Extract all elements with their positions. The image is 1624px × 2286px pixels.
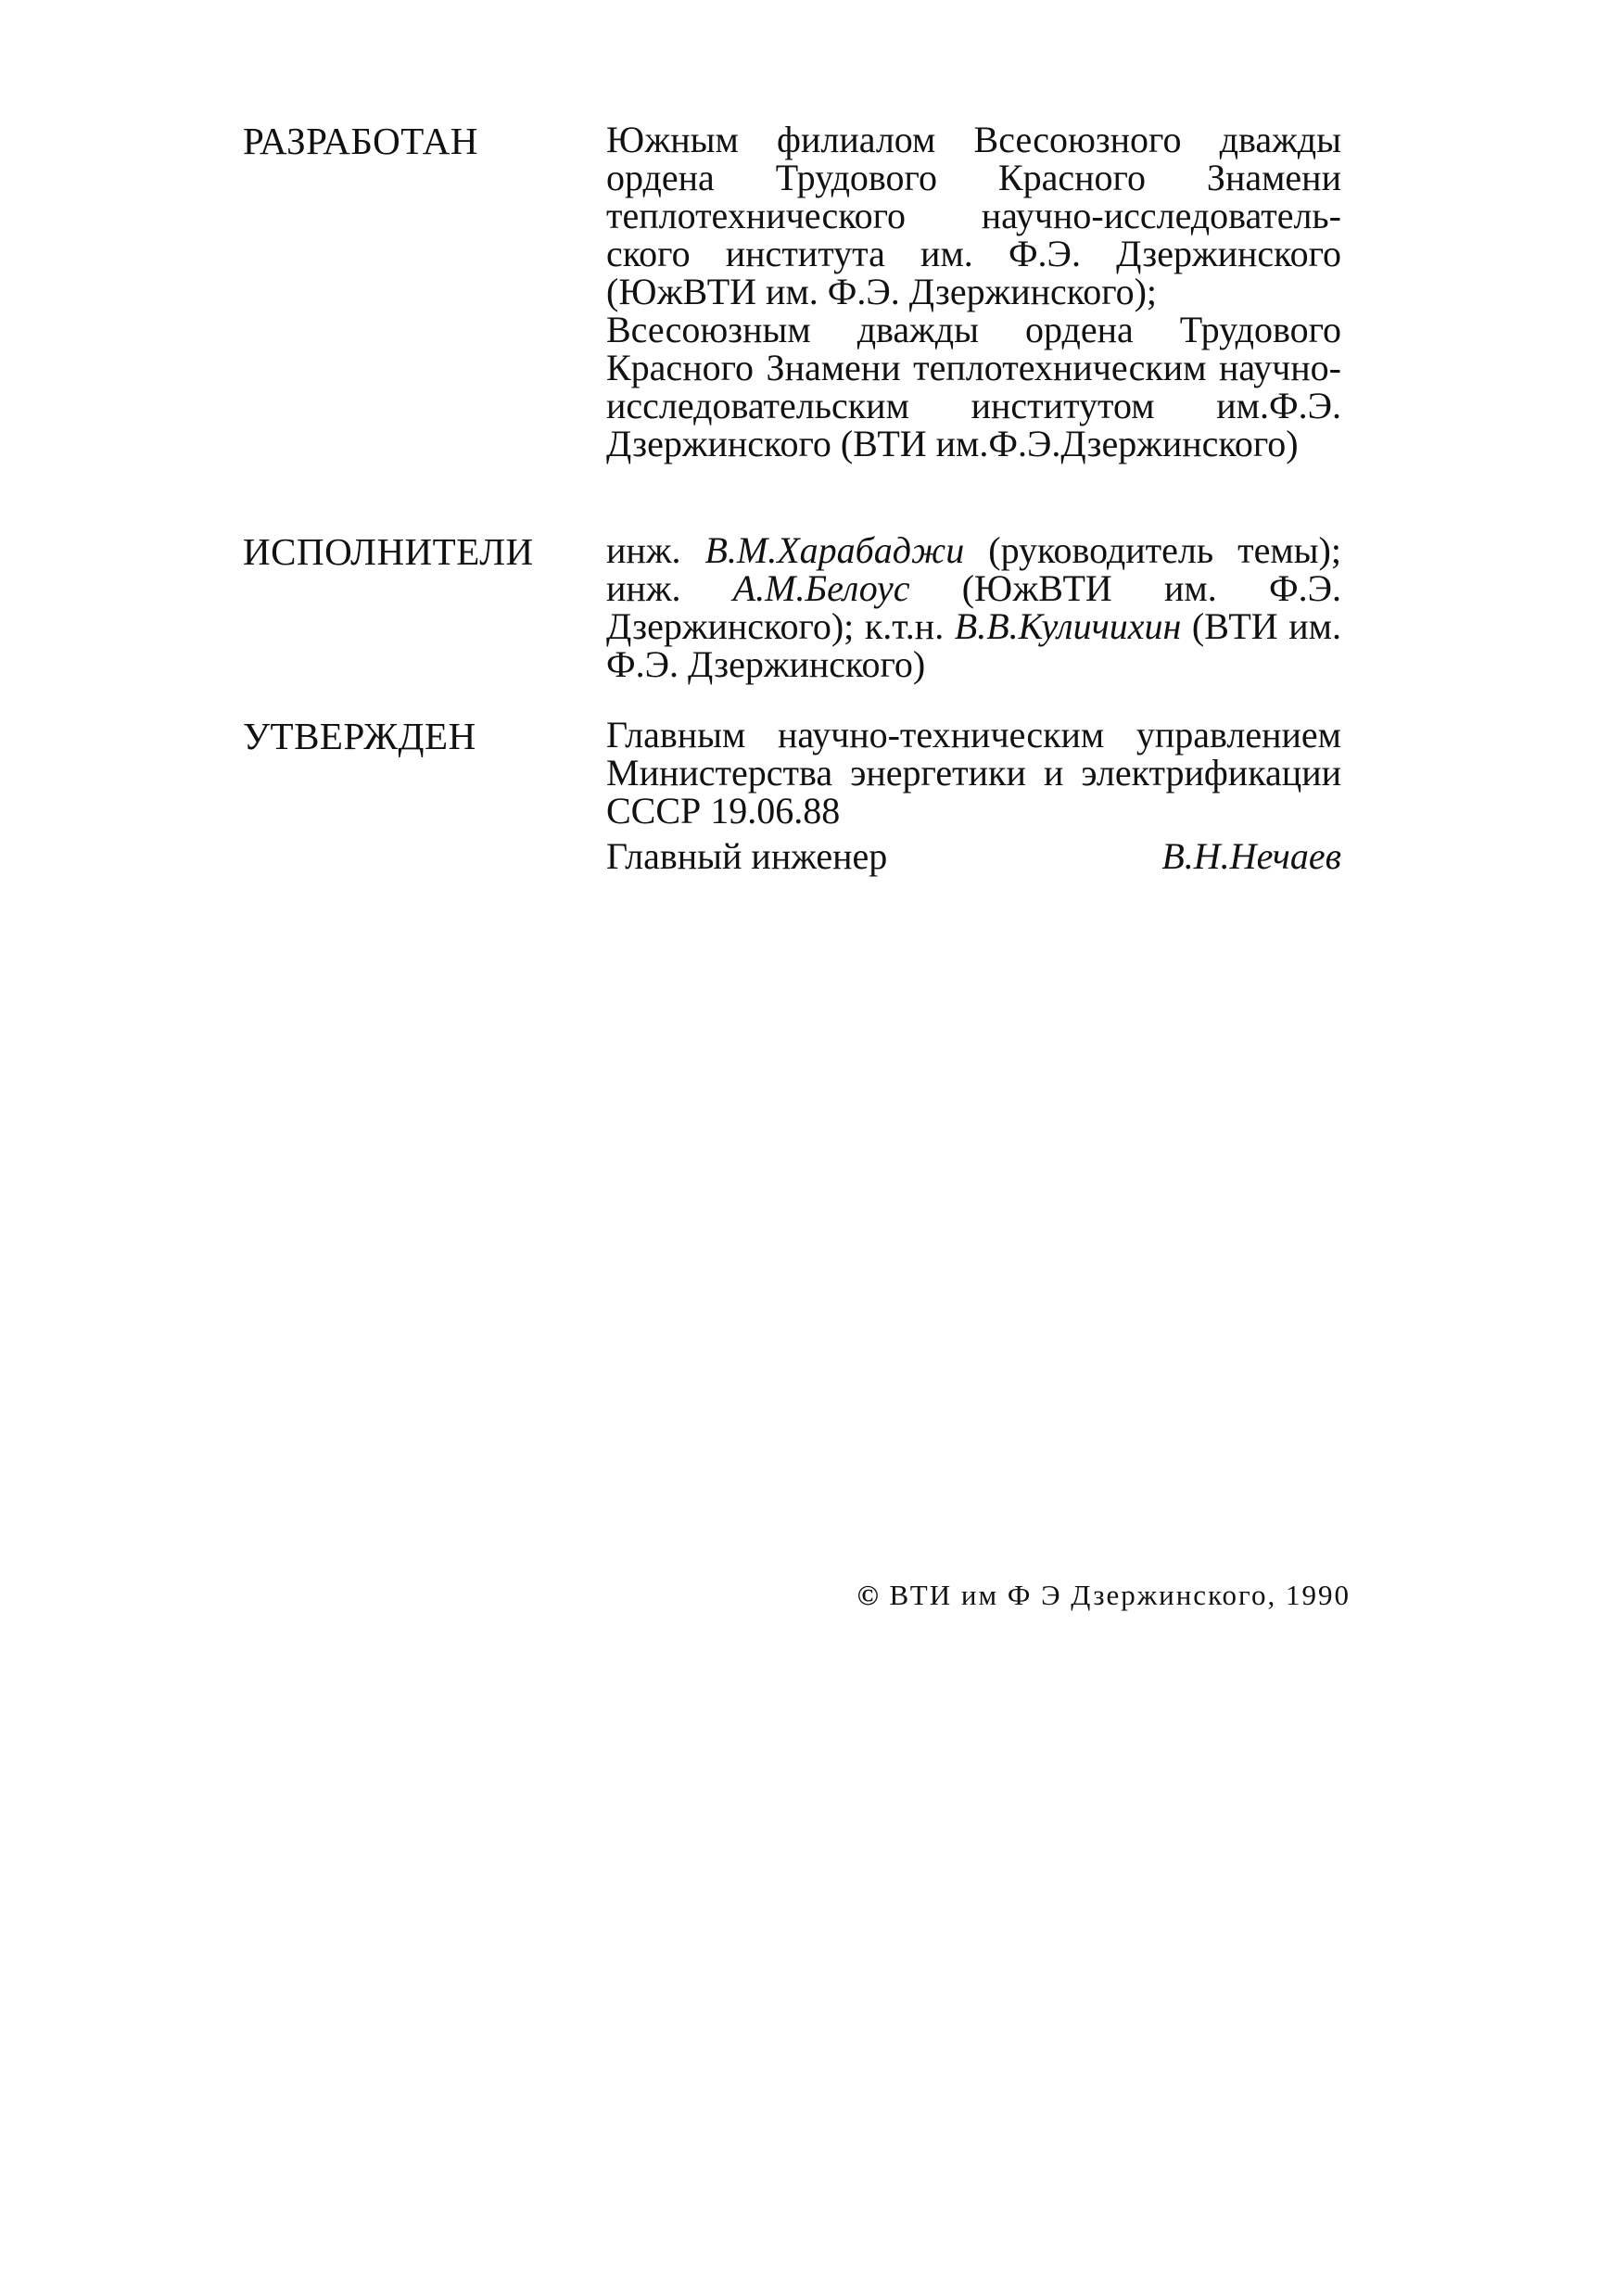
signatory-name: В.Н.Нечаев xyxy=(1161,835,1341,877)
copyright-text: ВТИ им Ф Э Дзержинского, 1990 xyxy=(880,1579,1351,1611)
approved-text: Главным научно-техническим управлением Министерства энергетики и электрификации СССР 19.06.88 xyxy=(606,714,1341,832)
performer-1-suffix: (руководитель темы); инж. xyxy=(606,529,1341,609)
approved-body xyxy=(606,716,1341,875)
developed-section xyxy=(243,121,1355,463)
performers-label: ИСПОЛНИТЕЛИ xyxy=(243,530,534,573)
performer-1-name: В.М.Харабаджи xyxy=(704,529,965,571)
developed-paragraph-2: Всесоюзным дважды ордена Трудового Красного Знамени теплотехническим научно-исследовательским институтом им.Ф.Э. Дзержинского (ВТИ им.Ф.Э.Дзержинского) xyxy=(606,309,1341,464)
developed-body xyxy=(606,121,1341,463)
developed-label: РАЗРАБОТАН xyxy=(243,120,478,162)
performers-body xyxy=(606,531,1341,683)
signatory-position: Главный инженер xyxy=(606,835,888,877)
performer-2-suffix: (ЮжВТИ им. Ф.Э. Дзержинского); к.т.н. xyxy=(606,567,1341,647)
copyright-symbol: © xyxy=(856,1579,881,1611)
performer-3-suffix: (ВТИ им. Ф.Э. Дзержинского) xyxy=(606,605,1341,685)
performer-1-prefix: инж. xyxy=(606,529,705,571)
copyright-notice xyxy=(799,1579,1351,1612)
performer-3-name: В.В.Куличихин xyxy=(954,605,1182,647)
approved-section xyxy=(243,716,1355,875)
performers-section xyxy=(243,531,1355,683)
signature-row xyxy=(606,837,1341,875)
performer-2-name: А.М.Белоус xyxy=(732,567,910,609)
approved-label: УТВЕРЖДЕН xyxy=(243,715,476,757)
developed-paragraph-1: Южным филиалом Всесоюзного дважды ордена Трудового Красного Знамени теплотехнического научно-исследовательского института им. Ф.Э. Дзержинского (ЮжВТИ им. Ф.Э. Дзержинского); xyxy=(606,119,1341,312)
performers-text xyxy=(606,531,1341,683)
